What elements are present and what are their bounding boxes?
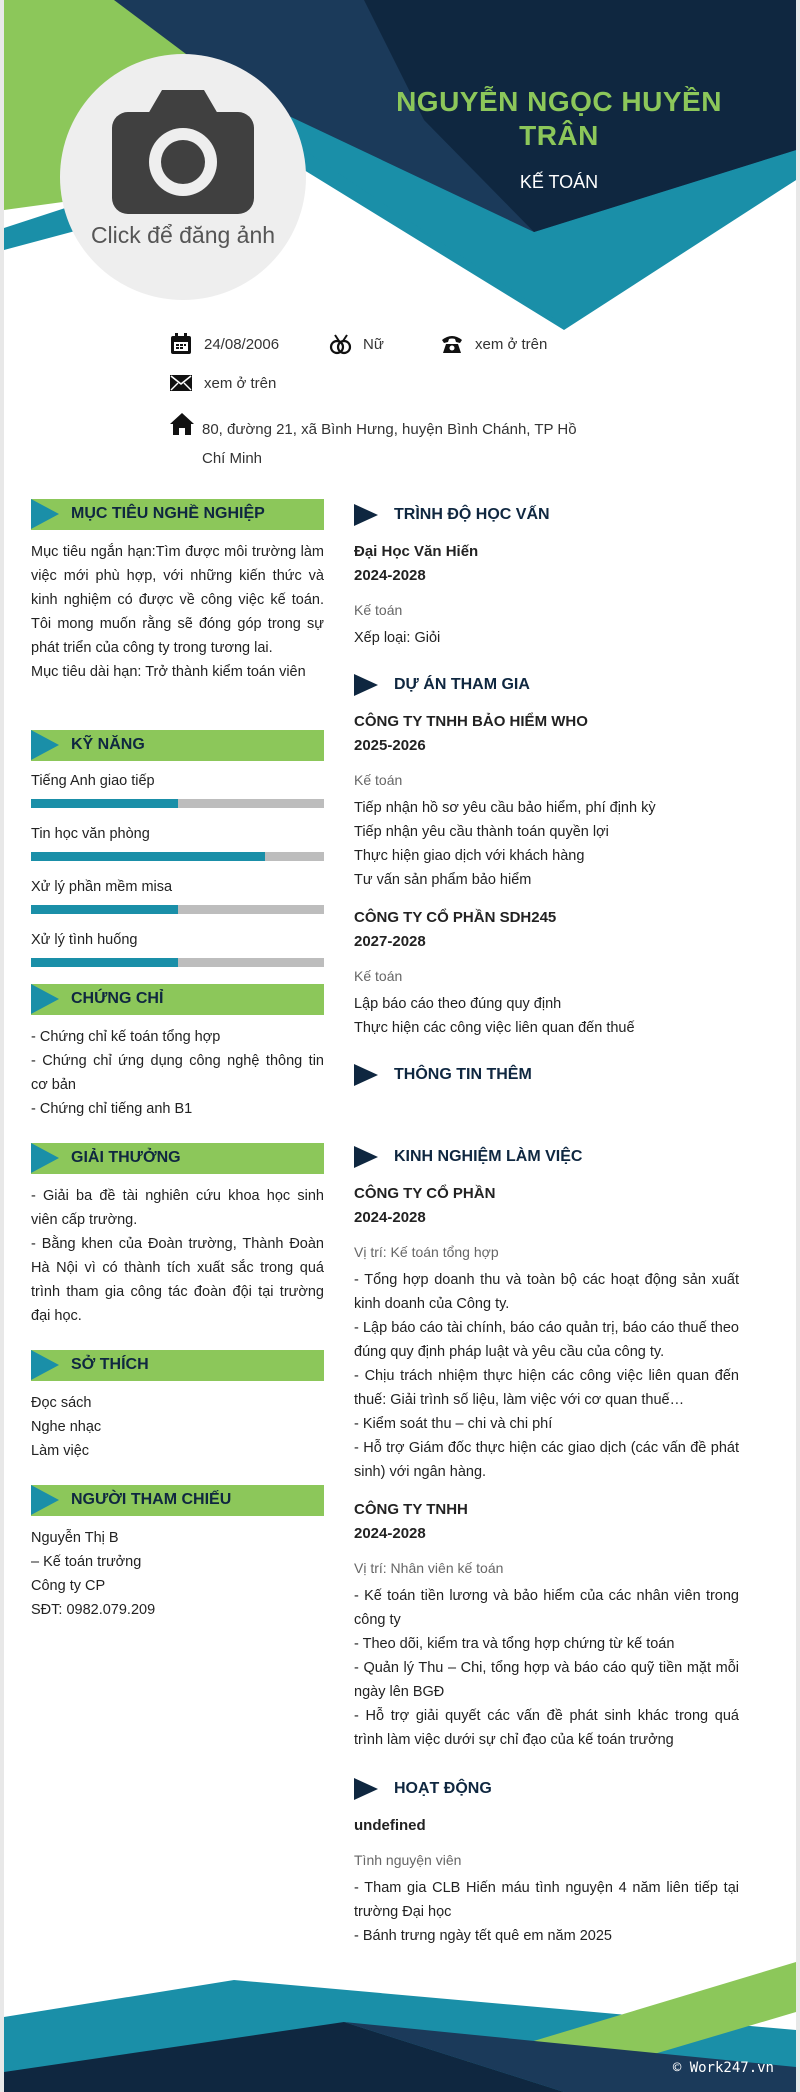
experience-org: CÔNG TY TNHH	[354, 1501, 468, 1518]
section-header	[354, 1060, 739, 1090]
section-header	[354, 500, 739, 530]
calendar-icon	[170, 333, 192, 355]
section-header	[31, 984, 324, 1015]
home-icon	[170, 412, 194, 436]
skill-bar	[31, 905, 324, 914]
section-hobbies	[31, 1350, 324, 1463]
award-item: - Bằng khen của Đoàn trường, Thành Đoàn Hà Nội vì có thành tích xuất sắc trong quá trình tham gia công tác đoàn đội tại trường đại học.	[31, 1236, 324, 1324]
address-field	[170, 412, 590, 467]
gender-field	[329, 333, 409, 357]
skill-bar-fill	[31, 905, 178, 914]
skill-bar-fill	[31, 852, 265, 861]
triangle-icon	[31, 730, 59, 760]
skill-bar	[31, 958, 324, 967]
reference-name: Nguyễn Thị B	[31, 1530, 119, 1546]
project-role: Kế toán	[354, 772, 403, 788]
skill-list	[31, 773, 324, 967]
experience-task: - Hỗ trợ giải quyết các vấn đề phát sinh khác trong quá trình làm việc dưới sự chỉ đạo của kế toán trưởng	[354, 1708, 739, 1748]
section-experience	[354, 1142, 739, 1752]
section-title: SỞ THÍCH	[71, 1356, 149, 1373]
section-title: CHỨNG CHỈ	[71, 990, 164, 1007]
education-years: 2024-2028	[354, 567, 426, 584]
reference-company: Công ty CP	[31, 1578, 106, 1594]
section-title: MỤC TIÊU NGHỀ NGHIỆP	[71, 505, 265, 522]
section-header	[31, 730, 324, 761]
section-education	[354, 500, 739, 650]
certificate-item: - Chứng chỉ tiếng anh B1	[31, 1101, 193, 1117]
project-item	[354, 710, 739, 892]
email-value: xem ở trên	[204, 375, 277, 392]
skill-name: Xử lý tình huống	[31, 932, 138, 948]
triangle-icon	[31, 1350, 59, 1380]
experience-task: - Theo dõi, kiểm tra và tổng hợp chứng từ kế toán	[354, 1636, 675, 1652]
project-role: Kế toán	[354, 968, 403, 984]
section-projects	[354, 670, 739, 1040]
experience-years: 2024-2028	[354, 1209, 426, 1226]
section-title: KINH NGHIỆM LÀM VIỆC	[394, 1148, 583, 1165]
activity-org: undefined	[354, 1817, 426, 1834]
candidate-name: NGUYỄN NGỌC HUYỀN TRÂN	[396, 86, 722, 151]
project-task: Thực hiện giao dịch với khách hàng	[354, 848, 585, 864]
experience-task: - Quản lý Thu – Chi, tổng hợp và báo cáo quỹ tiền mặt mỗi ngày lên BGĐ	[354, 1660, 739, 1700]
section-title: TRÌNH ĐỘ HỌC VẤN	[394, 506, 550, 523]
section-activities	[354, 1774, 739, 1948]
triangle-icon	[31, 1485, 59, 1515]
activity-item: - Tham gia CLB Hiến máu tình nguyện 4 năm liên tiếp tại trường Đại học	[354, 1880, 739, 1920]
project-item	[354, 906, 739, 1040]
skill-bar	[31, 799, 324, 808]
skill-bar-fill	[31, 799, 178, 808]
watermark: © Work247.vn	[672, 2060, 774, 2076]
section-certificates	[31, 984, 324, 1121]
career-short-term: Mục tiêu ngắn hạn:Tìm được môi trường làm việc mới phù hợp, với những kiến thức và kinh nghiệm có được về công việc kế toán. Tôi mong muốn rằng sẽ đóng góp trong sự phát triển của công ty trong tương lai.	[31, 544, 324, 656]
section-header	[31, 499, 324, 530]
section-awards	[31, 1143, 324, 1328]
section-header	[31, 1350, 324, 1381]
certificate-item: - Chứng chỉ kế toán tổng hợp	[31, 1029, 221, 1045]
project-task: Lập báo cáo theo đúng quy định	[354, 996, 562, 1012]
project-task: Tư vấn sản phẩm bảo hiểm	[354, 872, 532, 888]
skill-name: Xử lý phần mềm misa	[31, 879, 173, 895]
career-long-term: Mục tiêu dài hạn: Trở thành kiểm toán viên	[31, 664, 306, 680]
experience-task: - Kế toán tiền lương và bảo hiểm của các nhân viên trong công ty	[354, 1588, 739, 1628]
experience-item	[354, 1498, 739, 1752]
project-task: Tiếp nhận yêu cầu thành toán quyền lợi	[354, 824, 609, 840]
project-task: Tiếp nhận hồ sơ yêu cầu bảo hiểm, phí định kỳ	[354, 800, 656, 816]
section-header	[31, 1485, 324, 1516]
triangle-icon	[354, 1146, 378, 1168]
phone-value: xem ở trên	[475, 336, 548, 353]
section-skills	[31, 730, 324, 985]
section-header	[31, 1143, 324, 1174]
award-item: - Giải ba đề tài nghiên cứu khoa học sinh viên cấp trường.	[31, 1188, 324, 1228]
experience-task: - Chịu trách nhiệm thực hiện các công việc liên quan đến thuế: Giải trình số liệu, làm việc với cơ quan thuế…	[354, 1368, 739, 1408]
phone-field	[441, 333, 571, 357]
activity-item: - Bánh trưng ngày tết quê em năm 2025	[354, 1928, 612, 1944]
experience-role: Vị trí: Kế toán tổng hợp	[354, 1244, 499, 1260]
triangle-icon	[354, 504, 378, 526]
school-name: Đại Học Văn Hiến	[354, 543, 479, 560]
skill-bar-fill	[31, 958, 178, 967]
project-task: Thực hiện các công việc liên quan đến thuế	[354, 1020, 635, 1036]
hobby-item: Làm việc	[31, 1443, 90, 1459]
experience-item	[354, 1182, 739, 1484]
skill-name: Tin học văn phòng	[31, 826, 150, 842]
triangle-icon	[354, 674, 378, 696]
triangle-icon	[31, 499, 59, 529]
education-major: Kế toán	[354, 602, 403, 618]
email-icon	[170, 372, 192, 394]
birthday-value: 24/08/2006	[204, 336, 280, 353]
certificate-item: - Chứng chỉ ứng dụng công nghệ thông tin cơ bản	[31, 1053, 324, 1093]
experience-task: - Tổng hợp doanh thu và toàn bộ các hoạt động sản xuất kinh doanh của Công ty.	[354, 1272, 739, 1312]
section-title: HOẠT ĐỘNG	[394, 1780, 492, 1797]
experience-task: - Hỗ trợ Giám đốc thực hiện các giao dịch (các vấn đề phát sinh) với ngân hàng.	[354, 1440, 739, 1480]
section-header	[354, 1142, 739, 1172]
education-rank: Xếp loại: Giỏi	[354, 630, 441, 646]
gender-icon	[329, 333, 353, 357]
section-title: NGƯỜI THAM CHIẾU	[71, 1491, 232, 1508]
hobby-item: Đọc sách	[31, 1395, 92, 1411]
project-org: CÔNG TY TNHH BẢO HIỂM WHO	[354, 713, 588, 730]
reference-position: – Kế toán trưởng	[31, 1554, 142, 1570]
skill-name: Tiếng Anh giao tiếp	[31, 773, 155, 789]
skill-bar	[31, 852, 324, 861]
section-header	[354, 670, 739, 700]
section-header	[354, 1774, 739, 1804]
project-years: 2025-2026	[354, 737, 426, 754]
avatar-upload[interactable]	[60, 54, 306, 300]
hobby-item: Nghe nhạc	[31, 1419, 102, 1435]
triangle-icon	[354, 1064, 378, 1086]
triangle-icon	[354, 1778, 378, 1800]
job-title: KẾ TOÁN	[519, 172, 599, 192]
section-career-objective	[31, 499, 324, 684]
address-value: 80, đường 21, xã Bình Hưng, huyện Bình Chánh, TP Hồ Chí Minh	[202, 421, 577, 467]
section-extra-info	[354, 1060, 739, 1090]
triangle-icon	[31, 1143, 59, 1173]
experience-years: 2024-2028	[354, 1525, 426, 1542]
birthday-field	[170, 333, 300, 357]
experience-role: Vị trí: Nhân viên kế toán	[354, 1560, 504, 1576]
camera-icon	[112, 90, 254, 214]
triangle-icon	[31, 984, 59, 1014]
experience-task: - Kiểm soát thu – chi và chi phí	[354, 1416, 553, 1432]
section-reference	[31, 1485, 324, 1622]
photo-caption: Click để đăng ảnh	[90, 222, 276, 248]
experience-org: CÔNG TY CỔ PHẦN	[354, 1185, 496, 1202]
activity-role: Tình nguyện viên	[354, 1852, 462, 1868]
project-years: 2027-2028	[354, 933, 426, 950]
cv-page	[4, 0, 796, 2092]
project-org: CÔNG TY CỔ PHẦN SDH245	[354, 909, 557, 926]
section-title: KỸ NĂNG	[71, 736, 145, 753]
section-title: GIẢI THƯỞNG	[71, 1149, 181, 1166]
gender-value: Nữ	[363, 336, 384, 353]
email-field	[170, 372, 310, 396]
phone-icon	[441, 333, 463, 355]
reference-phone: SĐT: 0982.079.209	[31, 1602, 156, 1618]
experience-task: - Lập báo cáo tài chính, báo cáo quản trị, báo cáo thuế theo đúng quy định pháp luật và yêu cầu của công ty.	[354, 1320, 739, 1360]
section-title: DỰ ÁN THAM GIA	[394, 676, 530, 693]
section-title: THÔNG TIN THÊM	[394, 1066, 532, 1083]
